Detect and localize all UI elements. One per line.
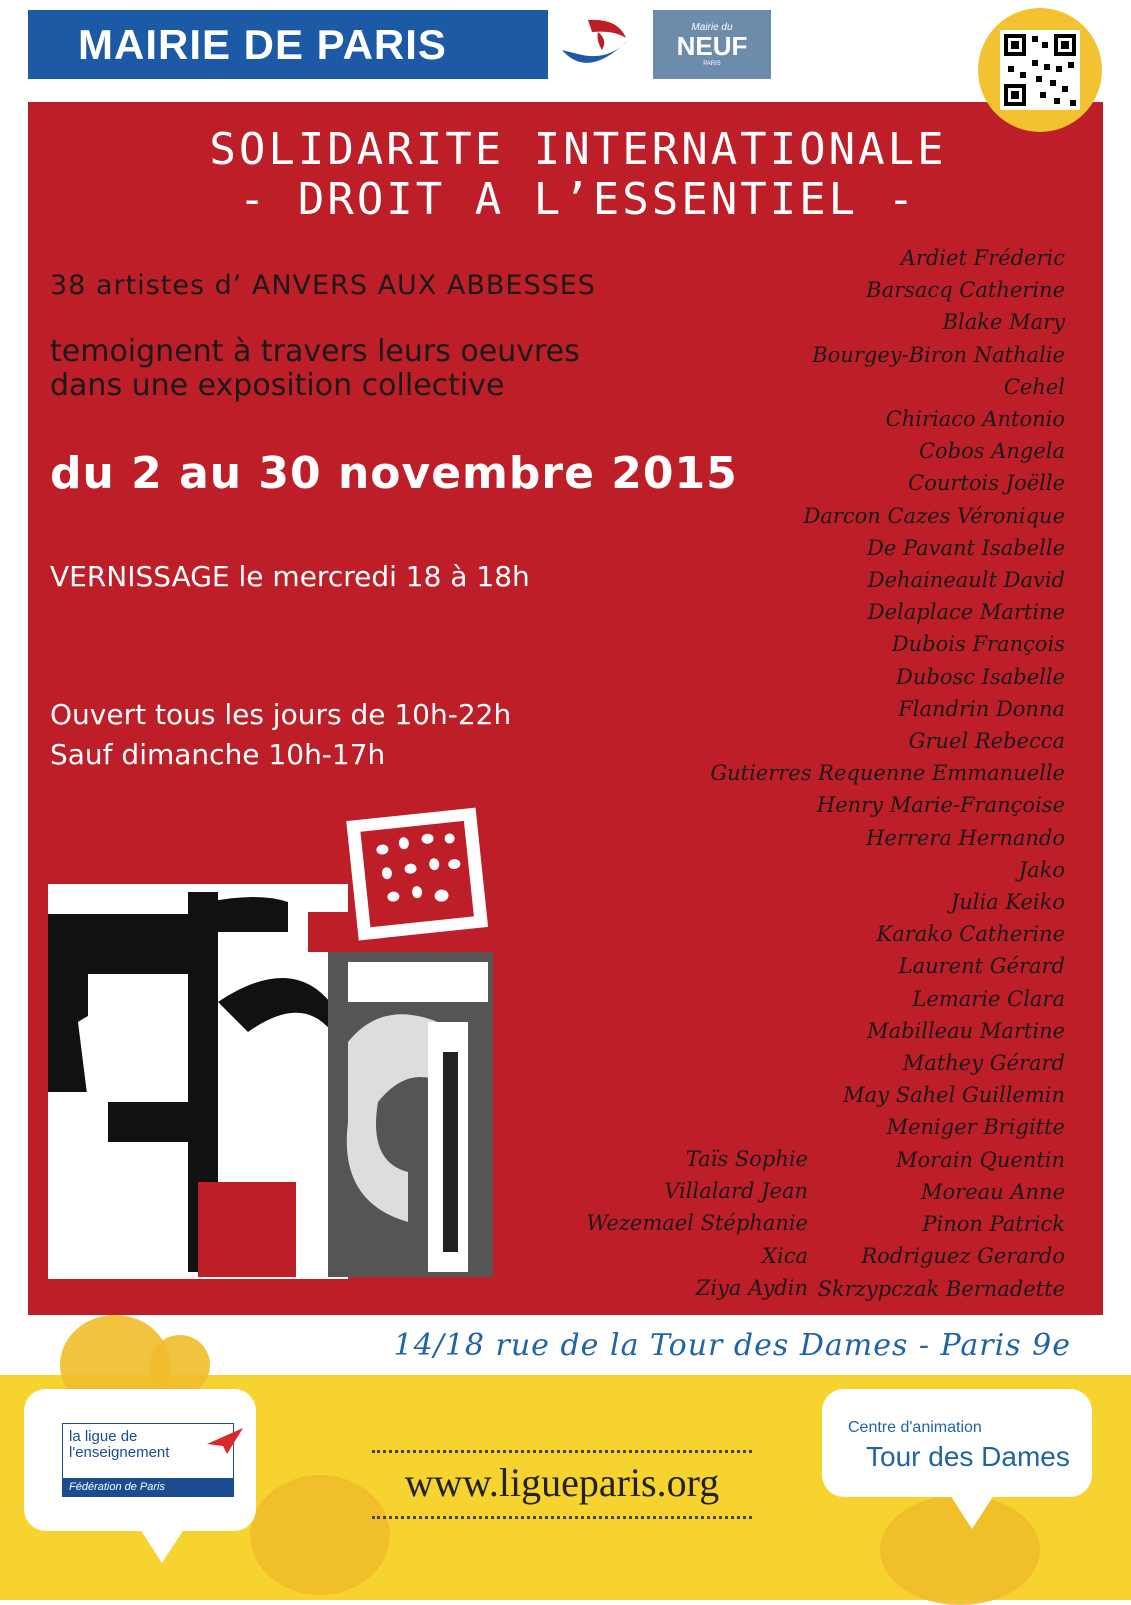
opening-hours-line2: Sauf dimanche 10h-17h (50, 738, 386, 771)
exhibition-address: 14/18 rue de la Tour des Dames - Paris 9e (393, 1328, 1071, 1363)
artist-list-left (568, 1143, 808, 1304)
artist-name: Blake Mary (942, 310, 1065, 335)
centre-line1: Centre d'animation (848, 1419, 982, 1436)
ligue-line2: l'enseignement (69, 1444, 170, 1461)
artist-name: Pinon Patrick (922, 1212, 1065, 1237)
artists-count: 38 artistes d’ ANVERS AUX ABBESSES (50, 270, 596, 301)
artist-name: Jako (1018, 857, 1065, 882)
artist-name: Moreau Anne (921, 1179, 1065, 1204)
website-link[interactable]: www.ligueparis.org (372, 1450, 752, 1519)
exhibition-dates: du 2 au 30 novembre 2015 (50, 448, 738, 499)
qr-code-icon (1000, 30, 1080, 110)
artist-name: Cehel (1003, 374, 1065, 399)
artist-name: Flandrin Donna (898, 696, 1065, 721)
artist-name: Henry Marie-Françoise (816, 793, 1065, 818)
artist-name: Herrera Hernando (866, 825, 1065, 850)
poster-panel (28, 102, 1103, 1315)
artist-name: Cobos Angela (918, 439, 1065, 464)
paint-splash (250, 1475, 390, 1595)
artist-name: Villalard Jean (664, 1179, 808, 1204)
poster-title-line1: SOLIDARITE INTERNATIONALE (209, 124, 947, 175)
ligue-line1: la ligue de (69, 1428, 138, 1445)
paper-plane-icon (205, 1426, 245, 1456)
bubble-tail (950, 1495, 994, 1529)
artist-name: Gruel Rebecca (908, 729, 1065, 754)
artist-name: Lemarie Clara (912, 986, 1065, 1011)
artist-name: Dubosc Isabelle (896, 664, 1065, 689)
ligue-enseignement-logo (62, 1423, 234, 1497)
artist-name: Meniger Brigitte (886, 1115, 1065, 1140)
qr-code-badge[interactable] (978, 8, 1102, 132)
mairie-de-paris-logo (28, 10, 638, 79)
mairie-du-neuf-logo (653, 10, 771, 79)
artist-name: Delaplace Martine (867, 600, 1065, 625)
artist-name: Ardiet Fréderic (900, 246, 1065, 270)
neuf-big-text: NEUF (676, 31, 748, 61)
artist-name: Mathey Gérard (902, 1051, 1065, 1076)
artist-name: Xica (762, 1243, 808, 1268)
description-line1: temoignent à travers leurs oeuvres (50, 334, 580, 369)
description-line2: dans une exposition collective (50, 368, 505, 403)
artist-name: Chiriaco Antonio (885, 407, 1065, 432)
artist-name: Wezemael Stéphanie (586, 1211, 808, 1236)
artist-name: Darcon Cazes Véronique (803, 503, 1065, 528)
paris-emblem-icon (548, 10, 638, 79)
artist-name: Ziya Aydin (695, 1275, 808, 1300)
brand-title: MAIRIE DE PARIS (78, 20, 447, 68)
bubble-tail (140, 1529, 184, 1563)
artwork-illustration (48, 802, 508, 1292)
artist-name: Dehaineault David (867, 568, 1065, 593)
artist-name: Laurent Gérard (898, 954, 1065, 979)
artist-name: Julia Keiko (950, 890, 1065, 915)
artist-name: Karako Catherine (876, 922, 1065, 947)
centre-line2: Tour des Dames (866, 1441, 1070, 1472)
vernissage-info: VERNISSAGE le mercredi 18 à 18h (50, 560, 530, 593)
artist-name: Gutierres Requenne Emmanuelle (710, 761, 1065, 786)
artist-name: Rodriguez Gerardo (861, 1244, 1065, 1269)
artist-name: Barsacq Catherine (866, 278, 1065, 303)
centre-bubble (822, 1389, 1092, 1497)
paint-splash (150, 1335, 210, 1395)
artist-name: Mabilleau Martine (867, 1018, 1065, 1043)
neuf-city-text: PARIS (703, 61, 721, 67)
poster-title-line2: - DROIT A L’ESSENTIEL - (238, 174, 918, 225)
ligue-federation: Fédération de Paris (63, 1478, 233, 1496)
artist-name: Bourgey-Biron Nathalie (812, 342, 1065, 367)
artist-name: Skrzypczak Bernadette (817, 1276, 1065, 1301)
artist-name: May Sahel Guillemin (843, 1083, 1065, 1108)
artist-name: Courtois Joëlle (908, 471, 1065, 496)
artist-name: De Pavant Isabelle (867, 535, 1065, 560)
opening-hours-line1: Ouvert tous les jours de 10h-22h (50, 698, 512, 731)
neuf-small-text: Mairie du (691, 22, 733, 33)
artist-name: Taïs Sophie (685, 1147, 808, 1171)
artist-name: Dubois François (891, 632, 1065, 657)
ligue-bubble (24, 1389, 256, 1531)
artist-name: Morain Quentin (896, 1147, 1065, 1172)
